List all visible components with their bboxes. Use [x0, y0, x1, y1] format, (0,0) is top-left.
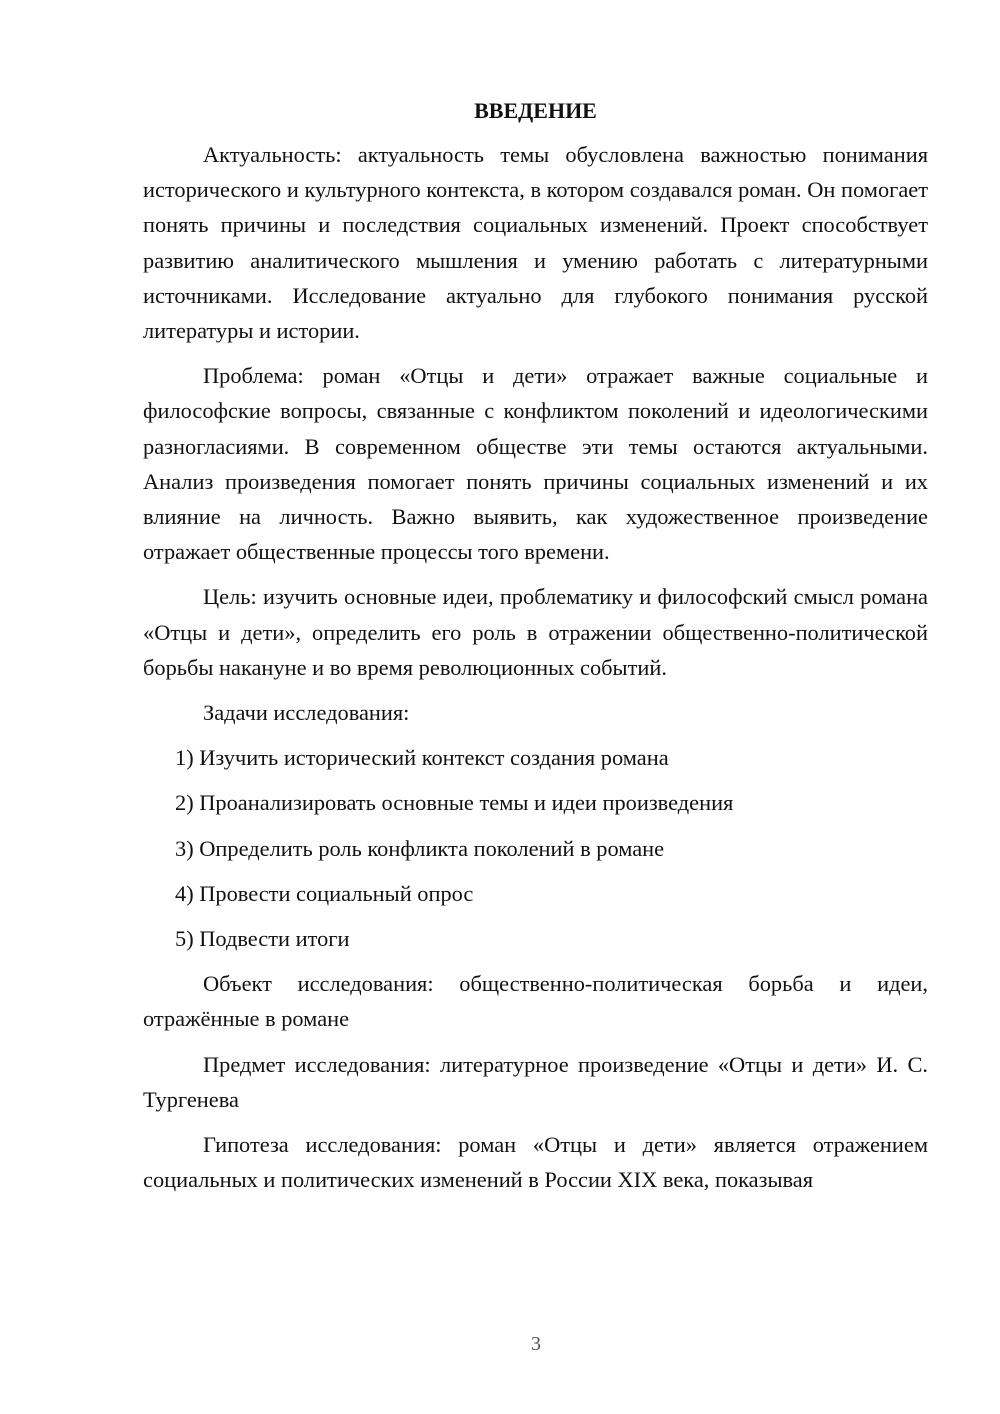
goal-paragraph: Цель: изучить основные идеи, проблематику и философский смысл романа «Отцы и дети», определить его роль в отражении общественно-политической борьбы накануне и во время революционных событий.: [143, 584, 928, 680]
list-item: 5) Подвести итоги: [175, 926, 350, 952]
problem-paragraph: Проблема: роман «Отцы и дети» отражает важные социальные и философские вопросы, связанные с конфликтом поколений и идеологическими разногласиями. В современном обществе эти темы остаются актуальными. Анализ произведения помогает понять причины социальных изменений и их влияние на личность. Важно выявить, как художественное произведение отражает общественные процессы того времени.: [143, 363, 928, 565]
list-item: 1) Изучить исторический контекст создания романа: [175, 745, 669, 771]
page-number: 3: [531, 1333, 541, 1355]
tasks-list: [143, 740, 928, 956]
object-paragraph: Объект исследования: общественно-политическая борьба и идеи, отражённые в романе: [143, 971, 928, 1032]
subject-paragraph: Предмет исследования: литературное произведение «Отцы и дети» И. С. Тургенева: [143, 1051, 928, 1112]
list-item: 4) Провести социальный опрос: [175, 880, 474, 906]
hypothesis-paragraph: Гипотеза исследования: роман «Отцы и дети» является отражением социальных и политических изменений в России XIX века, показывая: [143, 1132, 928, 1193]
page-title: ВВЕДЕНИЕ: [474, 98, 597, 123]
list-item: 3) Определить роль конфликта поколений в романе: [175, 835, 665, 861]
tasks-title: Задачи исследования:: [203, 700, 410, 726]
document-page: [143, 96, 928, 1207]
list-item: 2) Проанализировать основные темы и идеи произведения: [175, 790, 734, 816]
relevance-paragraph: Актуальность: актуальность темы обусловлена важностью понимания исторического и культурного контекста, в котором создавался роман. Он помогает понять причины и последствия социальных изменений. Проект способствует развитию аналитического мышления и умению работать с литературными источниками. Исследование актуально для глубокого понимания русской литературы и истории.: [143, 142, 928, 344]
